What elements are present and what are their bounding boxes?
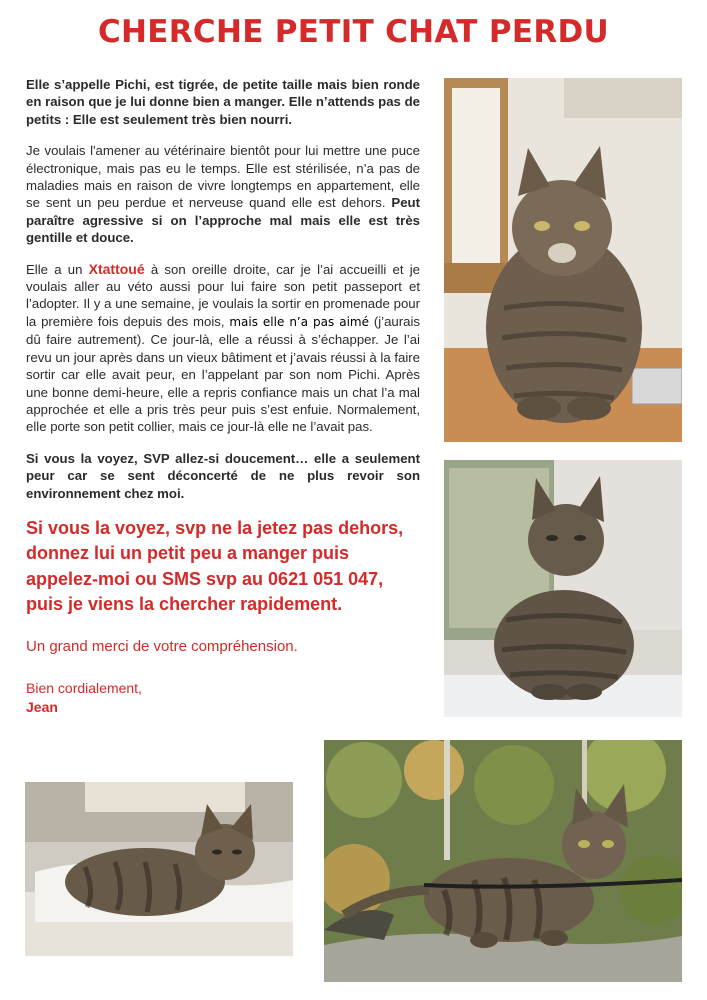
story-intro: Elle a un — [26, 261, 83, 277]
cat-photo-sitting-by-window — [444, 78, 682, 442]
story-part-2: (j’aurais dû faire autrement). Ce jour-là, elle a réussi à s’échapper. Je l’ai revu un jour après dans un vieux bâtiment et j’avais réussi à la faire sortir car elle avait peur, en l’appelant par son nom Pichi. Après une bonne demi-heure, elle a repris confiance mais un chat l’a mal approchée et elle a pris très peur puis s’est enfuie. Normalement, elle porte son petit collier, mais ce jour-là elle ne l’avait pas. — [26, 313, 420, 435]
tattoo-x-mark: X — [88, 260, 98, 277]
cat-photo-lying-on-towel — [25, 782, 293, 956]
tattoo-word: tattoué — [97, 260, 145, 277]
closing-regards: Bien cordialement, — [26, 680, 142, 697]
thanks-line: Un grand merci de votre compréhension. — [26, 637, 298, 655]
paragraph-approach: Si vous la voyez, SVP allez-si doucement… elle a seulement peur car se sent déconcerté de ne plus revoir son environnement chez moi. — [26, 450, 420, 501]
cat-photo-on-leash-outdoors — [324, 740, 682, 982]
appeal-call-to-action: Si vous la voyez, svp ne la jetez pas dehors, donnez lui un petit peu a manger puis appelez-moi ou SMS svp au 0621 051 047, puis je viens la chercher rapidement. — [26, 517, 404, 615]
paragraph-story — [26, 261, 420, 436]
story-plain-insert: mais elle n’a pas aimé — [229, 314, 369, 329]
poster-title: CHERCHE PETIT CHAT PERDU — [97, 14, 609, 50]
paragraph-description: Elle s’appelle Pichi, est tigrée, de petite taille mais bien ronde en raison que je lui donne bien a manger. Elle n’attends pas de petits : Elle est seulement très bien nourri. — [26, 77, 420, 127]
story-part-1: à son oreille droite, car je l’ai accueilli et je voulais aller au véto aussi pour lui faire son petit passeport et l’adopter. Il y a une semaine, je voulais la sortir en promenade pour la première fois depuis des mois, — [26, 261, 421, 329]
paragraph-health-text: Je voulais l'amener au vétérinaire bientôt pour lui mettre une puce électronique, mais pas eu le temps. Elle est stérilisée, n’a pas de maladies mais en raison de vivre longtemps en appartement, elle se sent un peu perdue et nerveuse quand elle est dehors. — [26, 143, 420, 211]
text-column — [26, 76, 420, 717]
cat-photo-on-cushion-by-window — [444, 460, 682, 717]
paragraph-health — [26, 142, 420, 246]
paragraph-health-warning: Peut paraître agressive si on l’approche mal mais elle est très gentille et douce. — [26, 195, 420, 246]
signature-name: Jean — [26, 699, 58, 716]
